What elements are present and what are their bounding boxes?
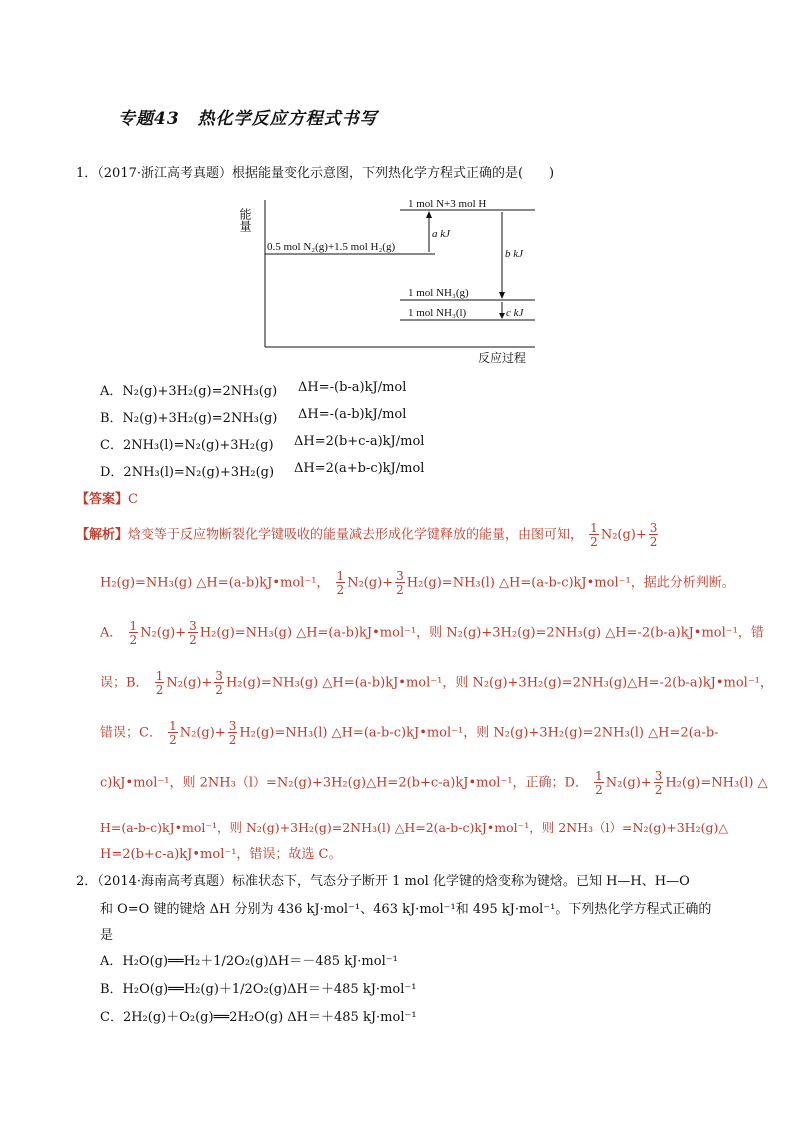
c-label: c kJ [506, 307, 524, 319]
q2-stem-line-2: 和 O=O 键的键焓 ΔH 分别为 436 kJ·mol⁻¹、463 kJ·mol⁻¹和 495 kJ·mol⁻¹。下列热化学方程式正确的 [100, 902, 712, 917]
q1-analysis-line-4: 误；B． $\frac{1}{2}$ N₂(g)+ $\frac{3}{2}$ H₂(g)=NH₃(g) △H=(a-b)kJ•mol⁻¹，则 N₂(g)+3H₂(g)=2NH₃(g)△H=-2(b-a)kJ•mol⁻¹， [100, 669, 773, 697]
q1-analysis-line-3: A． $\frac{1}{2}$ N₂(g)+ $\frac{3}{2}$ H₂(g)=NH₃(g) △H=(a-b)kJ•mol⁻¹，则 N₂(g)+3H₂(g)=2NH₃(g) △H=-2(b-a)kJ•mol⁻¹，错 [100, 619, 764, 647]
q1-option-c: C．2NH₃(l)=N₂(g)+3H₂(g) ΔH=2(b+c-a)kJ/mol [100, 434, 425, 453]
q1-stem: 1．（2017·浙江高考真题）根据能量变化示意图，下列热化学方程式正确的是( ) [76, 166, 555, 181]
level-liq-label: 1 mol NH₃(l) [408, 307, 467, 319]
q1-answer: 【答案】C [76, 492, 138, 507]
x-axis-label: 反应过程 [478, 351, 527, 365]
q1-option-a: A．N₂(g)+3H₂(g)=2NH₃(g) ΔH=-(b-a)kJ/mol [100, 380, 407, 399]
q1-option-b: B．N₂(g)+3H₂(g)=2NH₃(g) ΔH=-(a-b)kJ/mol [100, 407, 407, 426]
a-label: a kJ [432, 228, 451, 240]
level-top-label: 1 mol N+3 mol H [408, 198, 487, 210]
y-axis-label: 能量 [238, 208, 252, 232]
q2-stem-line-3: 是 [100, 928, 114, 943]
q1-analysis-line-6: c)kJ•mol⁻¹，则 2NH₃（l）=N₂(g)+3H₂(g)△H=2(b+c-a)kJ•mol⁻¹，正确；D． $\frac{1}{2}$ N₂(g)+ $\frac{3}{2}$ H₂(g)=NH₃(l) △ [100, 769, 768, 797]
q1-analysis-line-7: H=(a-b-c)kJ•mol⁻¹，则 N₂(g)+3H₂(g)=2NH₃(l) △H=2(a-b-c)kJ•mol⁻¹，则 2NH₃（l）=N₂(g)+3H₂(g)△ [100, 820, 728, 835]
q1-analysis-line-1: 【解析】焓变等于反应物断裂化学键吸收的能量减去形成化学键释放的能量，由图可知， $\frac{1}{2}$ N₂(g)+ $\frac{3}{2}$ [76, 521, 658, 549]
q1-option-d: D．2NH₃(l)=N₂(g)+3H₂(g) ΔH=2(a+b-c)kJ/mol [100, 461, 425, 480]
axes [265, 200, 535, 347]
arrowhead-c [499, 313, 505, 319]
q1-analysis-line-2: H₂(g)=NH₃(g) △H=(a-b)kJ•mol⁻¹， $\frac{1}{2}$ N₂(g)+ $\frac{3}{2}$ H₂(g)=NH₃(l) △H=(a-b-c)kJ•mol⁻¹，据此分析判断。 [100, 569, 735, 597]
q2-option-c: C．2H₂(g)＋O₂(g)══2H₂O(g) ΔH＝＋485 kJ·mol⁻¹ [100, 1010, 417, 1025]
q2-option-b: B．H₂O(g)══H₂(g)＋1/2O₂(g)ΔH＝＋485 kJ·mol⁻¹ [100, 982, 417, 997]
level-start-label: 0.5 mol N₂(g)+1.5 mol H₂(g) [267, 241, 396, 253]
arrowhead-b [499, 292, 505, 299]
q2-option-a: A．H₂O(g)══H₂＋1/2O₂(g)ΔH＝－485 kJ·mol⁻¹ [100, 954, 398, 969]
arrowhead-a [426, 211, 432, 218]
b-label: b kJ [505, 248, 524, 260]
q2-stem-line-1: 2．（2014·海南高考真题）标准状态下，气态分子断开 1 mol 化学键的焓变称为键焓。已知 H—H、H—O [76, 874, 690, 889]
level-gas-label: 1 mol NH₃(g) [408, 287, 469, 299]
energy-diagram [240, 190, 540, 365]
page-title: 专题43 热化学反应方程式书写 [118, 109, 378, 129]
q1-analysis-line-5: 错误；C． $\frac{1}{2}$ N₂(g)+ $\frac{3}{2}$ H₂(g)=NH₃(l) △H=(a-b-c)kJ•mol⁻¹，则 N₂(g)+3H₂(g)=2NH₃(l) △H=2(a-b- [100, 719, 719, 747]
q1-analysis-line-8: H=2(b+c-a)kJ•mol⁻¹，错误；故选 C。 [100, 847, 342, 862]
